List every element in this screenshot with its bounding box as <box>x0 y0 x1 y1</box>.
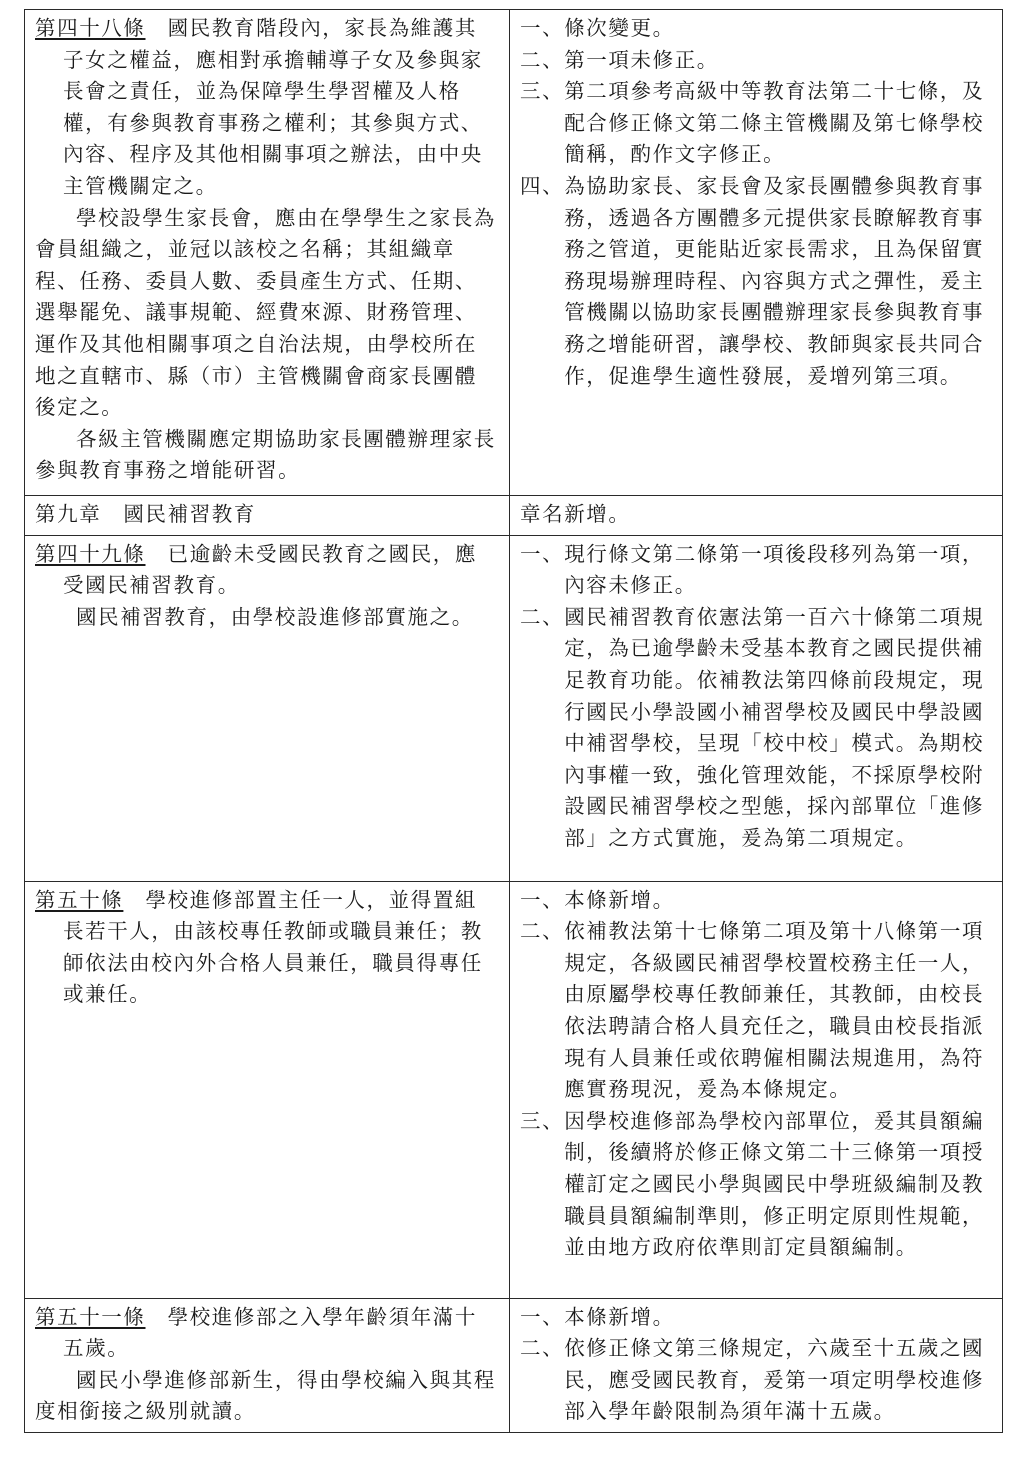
explanation-item <box>520 76 992 171</box>
item-marker: 一、 <box>520 887 565 912</box>
item-text: 依修正條文第三條規定，六歲至十五歲之國民，應受國民教育，爰第一項定明學校進修部入學年齡限制為須年滿十五歲。 <box>564 1336 985 1424</box>
explanation-item <box>520 602 992 855</box>
explanation-item <box>520 171 992 392</box>
item-marker: 二、 <box>520 919 565 944</box>
article-heading <box>35 885 499 1011</box>
explanation-cell <box>510 10 1003 496</box>
item-text: 第一項未修正。 <box>564 47 719 72</box>
article-cell <box>25 535 510 881</box>
article-text: 學校進修部之入學年齡須年滿十五歲。 <box>63 1304 478 1361</box>
table-row <box>25 881 1003 1298</box>
item-marker: 二、 <box>520 604 565 629</box>
article-number: 第四十九條 <box>35 541 146 566</box>
explanation-item <box>520 13 992 45</box>
table-row <box>25 535 1003 881</box>
item-text: 第二項參考高級中等教育法第二十七條，及配合修正條文第二條主管機關及第七條學校簡稱，酌作文字修正。 <box>564 79 985 167</box>
article-heading <box>35 1302 499 1365</box>
item-marker: 三、 <box>520 79 565 104</box>
item-text: 因學校進修部為學校內部單位，爰其員額編制，後續將於修正條文第二十三條第一項授權訂定之國民小學與國民中學班級編制及教職員員額編制準則，修正明定原則性規範，並由地方政府依準則訂定員額編制。 <box>564 1108 985 1260</box>
article-paragraph: 學校設學生家長會，應由在學學生之家長為會員組織之，並冠以該校之名稱；其組織章程、任務、委員人數、委員產生方式、任期、選舉罷免、議事規範、經費來源、財務管理、運作及其他相關事項之自治法規，由學校所在地之直轄市、縣（市）主管機關會商家長團體後定之。 <box>35 205 496 420</box>
article-paragraph: 國民補習教育，由學校設進修部實施之。 <box>76 604 474 629</box>
article-heading <box>35 13 499 203</box>
article-text: 學校進修部置主任一人，並得置組長若干人，由該校專任教師或職員兼任；教師依法由校內外合格人員兼任，職員得專任或兼任。 <box>63 887 483 1007</box>
item-text: 本條新增。 <box>564 887 675 912</box>
item-marker: 四、 <box>520 173 565 198</box>
article-text: 國民教育階段內，家長為維護其子女之權益，應相對承擔輔導子女及參與家長會之責任，並為保障學生學習權及人格權，有參與教育事務之權利；其參與方式、內容、程序及其他相關事項之辦法，由中央主管機關定之。 <box>63 16 483 198</box>
chapter-row <box>25 496 1003 536</box>
article-text: 已逾齡未受國民教育之國民，應受國民補習教育。 <box>63 541 478 598</box>
chapter-note: 章名新增。 <box>520 502 631 526</box>
explanation-item <box>520 45 992 77</box>
item-text: 依補教法第十七條第二項及第十八條第一項規定，各級國民補習學校置校務主任一人，由原屬學校專任教師兼任，其教師，由校長依法聘請合格人員充任之，職員由校長指派現有人員兼任或依聘僱相關法規進用，為符應實務現況，爰為本條規定。 <box>564 919 985 1102</box>
item-text: 現行條文第二條第一項後段移列為第一項，內容未修正。 <box>564 541 985 598</box>
item-text: 本條新增。 <box>564 1304 675 1329</box>
item-marker: 一、 <box>520 541 565 566</box>
explanation-cell <box>510 881 1003 1298</box>
table-row <box>25 1298 1003 1432</box>
explanation-cell <box>510 535 1003 881</box>
article-cell <box>25 1298 510 1432</box>
item-text: 國民補習教育依憲法第一百六十條第二項規定，為已逾學齡未受基本教育之國民提供補足教育功能。依補教法第四條前段規定，現行國民小學設國小補習學校及國民中學設國中補習學校，呈現「校中校」模式。為期校內事權一致，強化管理效能，不採原學校附設國民補習學校之型態，採內部單位「進修部」之方式實施，爰為第二項規定。 <box>564 604 985 850</box>
explanation-item <box>520 539 992 602</box>
explanation-item <box>520 1333 992 1428</box>
amendment-comparison-table <box>24 9 1003 1433</box>
chapter-note-cell <box>510 496 1003 536</box>
explanation-cell <box>510 1298 1003 1432</box>
item-marker: 二、 <box>520 47 565 72</box>
article-paragraph: 各級主管機關應定期協助家長團體辦理家長參與教育事務之增能研習。 <box>35 426 496 483</box>
table-row <box>25 10 1003 496</box>
item-marker: 一、 <box>520 16 565 40</box>
article-number: 第五十一條 <box>35 1304 146 1329</box>
item-marker: 三、 <box>520 1108 565 1133</box>
item-marker: 一、 <box>520 1304 565 1329</box>
item-text: 條次變更。 <box>564 16 675 40</box>
chapter-title-cell <box>25 496 510 536</box>
article-number: 第五十條 <box>35 887 124 912</box>
explanation-item <box>520 885 992 917</box>
explanation-item <box>520 1106 992 1264</box>
explanation-item <box>520 1302 992 1334</box>
article-cell <box>25 10 510 496</box>
explanation-item <box>520 916 992 1106</box>
article-number: 第四十八條 <box>35 16 146 40</box>
article-heading <box>35 539 499 602</box>
item-text: 為協助家長、家長會及家長團體參與教育事務，透過各方團體多元提供家長瞭解教育事務之管道，更能貼近家長需求，且為保留實務現場辦理時程、內容與方式之彈性，爰主管機關以協助家長團體辦理家長參與教育事務之增能研習，讓學校、教師與家長共同合作，促進學生適性發展，爰增列第三項。 <box>564 173 985 388</box>
article-paragraph: 國民小學進修部新生，得由學校編入與其程度相銜接之級別就讀。 <box>35 1367 496 1424</box>
chapter-title: 第九章 國民補習教育 <box>35 502 256 526</box>
article-cell <box>25 881 510 1298</box>
item-marker: 二、 <box>520 1336 565 1361</box>
